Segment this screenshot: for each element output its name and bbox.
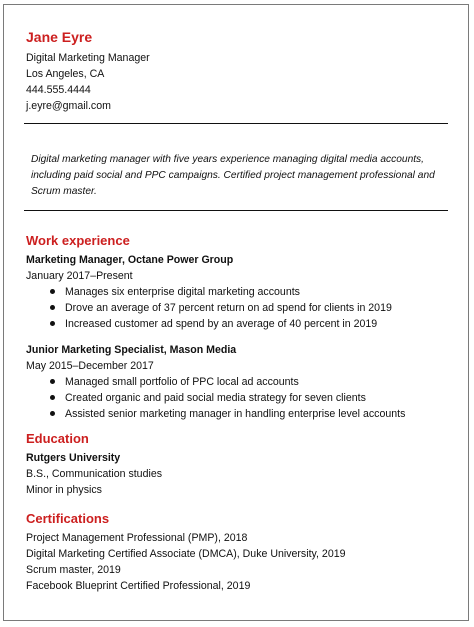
school-name: Rutgers University [26, 452, 121, 464]
job-bullet: Drove an average of 37 percent return on ad spend for clients in 2019 [50, 302, 392, 314]
candidate-name: Jane Eyre [26, 29, 93, 45]
bullet-icon [50, 321, 55, 326]
degree: B.S., Communication studies [26, 468, 163, 480]
job-bullet: Manages six enterprise digital marketing accounts [50, 286, 300, 298]
work-experience-heading: Work experience [26, 233, 130, 248]
resume-page [3, 4, 469, 621]
minor: Minor in physics [26, 484, 102, 496]
bullet-icon [50, 305, 55, 310]
job-bullet: Assisted senior marketing manager in handling enterprise level accounts [50, 408, 405, 420]
certification-item: Facebook Blueprint Certified Professional, 2019 [26, 580, 251, 592]
job-role: Junior Marketing Specialist, Mason Media [26, 344, 237, 356]
job-dates: May 2015–December 2017 [26, 360, 154, 372]
certification-item: Digital Marketing Certified Associate (DMCA), Duke University, 2019 [26, 548, 346, 560]
candidate-location: Los Angeles, CA [26, 68, 105, 80]
certification-item: Project Management Professional (PMP), 2018 [26, 532, 248, 544]
job-bullet: Managed small portfolio of PPC local ad accounts [50, 376, 299, 388]
job-dates: January 2017–Present [26, 270, 133, 282]
certification-item: Scrum master, 2019 [26, 564, 121, 576]
divider-top [24, 123, 448, 124]
job-bullet: Created organic and paid social media strategy for seven clients [50, 392, 366, 404]
job-role: Marketing Manager, Octane Power Group [26, 254, 234, 266]
candidate-email: j.eyre@gmail.com [26, 100, 111, 112]
divider-bottom [24, 210, 448, 211]
bullet-icon [50, 395, 55, 400]
candidate-title: Digital Marketing Manager [26, 52, 150, 64]
bullet-icon [50, 411, 55, 416]
summary-text: Digital marketing manager with five years experience managing digital media accounts, including paid social and PPC campaigns. Certified project management professional and Scrum master. [31, 154, 435, 197]
candidate-phone: 444.555.4444 [26, 84, 91, 96]
certifications-heading: Certifications [26, 511, 110, 526]
job-bullet: Increased customer ad spend by an average of 40 percent in 2019 [50, 318, 377, 330]
bullet-icon [50, 379, 55, 384]
bullet-icon [50, 289, 55, 294]
education-heading: Education [26, 431, 89, 446]
